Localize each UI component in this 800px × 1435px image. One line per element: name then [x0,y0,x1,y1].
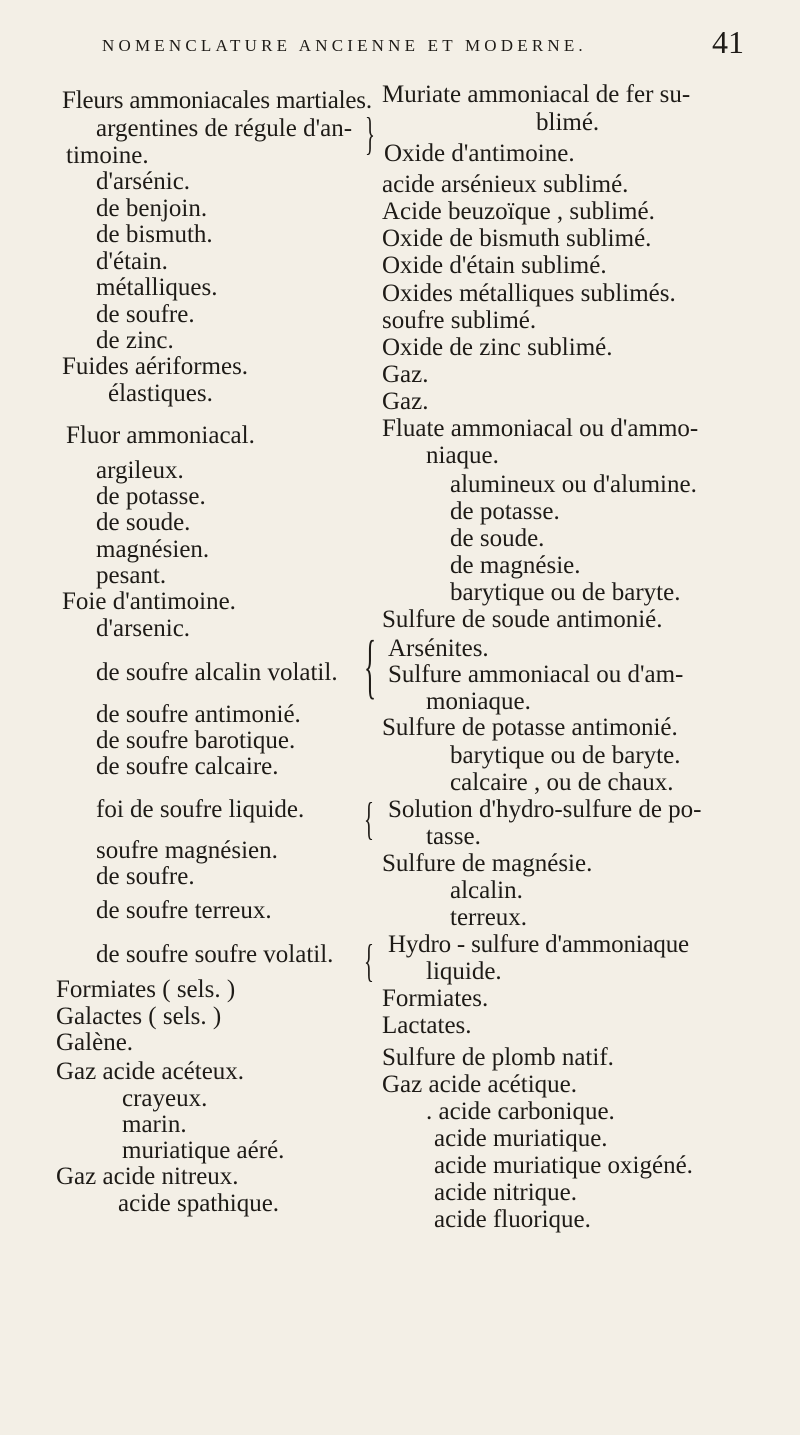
left-entry: timoine. [66,142,149,169]
left-entry: argileux. [96,457,184,484]
left-entry: de benjoin. [96,195,208,222]
right-entry: de soude. [450,525,545,552]
left-entry: de soufre. [96,301,195,328]
right-entry: Gaz. [382,388,429,415]
left-entry: de soufre calcaire. [96,753,279,780]
right-entry: Gaz. [382,361,429,388]
left-entry: d'arsénic. [96,168,191,195]
brace-sulfure-ammoniacal: { [364,626,377,706]
left-entry: crayeux. [122,1085,208,1112]
right-entry: Gaz acide acétique. [382,1071,578,1098]
left-entry: Galactes ( sels. ) [56,1003,222,1030]
right-entry: moniaque. [426,688,531,715]
right-entry: acide muriatique oxigéné. [434,1152,693,1179]
right-entry: Sulfure de soude antimonié. [382,606,663,633]
left-entry: de soude. [96,509,191,536]
left-entry: argentines de régule d'an- [96,115,353,142]
right-entry: Hydro - sulfure d'ammoniaque [388,931,689,958]
left-entry: élastiques. [108,380,213,407]
right-entry: acide nitrique. [434,1179,577,1206]
right-entry: Sulfure de plomb natif. [382,1044,614,1071]
right-entry: calcaire , ou de chaux. [450,769,674,796]
left-entry: foi de soufre liquide. [96,796,305,823]
left-entry: Galène. [56,1029,134,1056]
right-entry: Oxide de zinc sublimé. [382,334,613,361]
right-entry: Sulfure de potasse antimonié. [382,714,678,741]
right-entry: Oxides métalliques sublimés. [382,280,676,307]
right-entry: liquide. [426,958,502,985]
right-entry: Formiates. [382,985,489,1012]
right-entry: acide muriatique. [434,1125,608,1152]
left-entry: métalliques. [96,274,218,301]
right-entry: blimé. [536,109,600,136]
page-number: 41 [712,24,744,60]
right-entry: acide fluorique. [434,1206,591,1233]
right-entry: barytique ou de baryte. [450,579,681,606]
right-entry: . acide carbonique. [426,1098,615,1125]
left-entry: de soufre. [96,863,195,890]
page-header [0,22,800,72]
right-entry: Oxide d'antimoine. [384,140,575,167]
right-entry: Arsénites. [388,635,489,662]
left-entry: Formiates ( sels. ) [56,976,236,1003]
right-entry: de potasse. [450,498,560,525]
left-entry: de soufre soufre volatil. [96,941,334,968]
right-entry: Acide beuzoïque , sublimé. [382,198,655,225]
brace-solution-hydro: { [364,793,374,844]
right-entry: barytique ou de baryte. [450,742,681,769]
right-entry: Solution d'hydro-sulfure de po- [388,796,702,823]
left-entry: soufre magnésien. [96,837,278,864]
left-entry: acide spathique. [118,1190,280,1217]
left-entry: de zinc. [96,327,174,354]
left-entry: pesant. [96,562,167,589]
right-entry: soufre sublimé. [382,307,537,334]
right-entry: Sulfure de magnésie. [382,850,593,877]
left-entry: de soufre terreux. [96,897,272,924]
right-entry: Oxide de bismuth sublimé. [382,225,652,252]
left-entry: muriatique aéré. [122,1137,285,1164]
left-entry: Foie d'antimoine. [62,588,236,615]
right-entry: alcalin. [450,877,523,904]
right-entry: Oxide d'étain sublimé. [382,252,607,279]
brace-regule: } [365,108,375,159]
left-entry: Gaz acide nitreux. [56,1163,239,1190]
right-entry: Sulfure ammoniacal ou d'am- [388,661,684,688]
right-entry: Lactates. [382,1012,472,1039]
left-entry: Fluor ammoniacal. [66,422,255,449]
right-entry: alumineux ou d'alumine. [450,471,697,498]
left-entry: de soufre alcalin volatil. [96,659,338,686]
left-entry: d'arsenic. [96,615,191,642]
left-entry: magnésien. [96,536,210,563]
right-entry: Fluate ammoniacal ou d'ammo- [382,415,699,442]
running-title: NOMENCLATURE ANCIENNE ET MODERNE. [102,36,587,55]
left-entry: de soufre barotique. [96,727,296,754]
right-entry: Muriate ammoniacal de fer su- [382,81,691,108]
right-entry: tasse. [426,823,481,850]
brace-hydro-sulfure: { [364,935,374,986]
left-entry: de bismuth. [96,221,213,248]
left-entry: marin. [122,1111,187,1138]
left-entry: Gaz acide acéteux. [56,1058,245,1085]
left-entry: Fuides aériformes. [62,353,249,380]
left-entry: d'étain. [96,248,168,275]
right-entry: de magnésie. [450,552,581,579]
left-entry: de potasse. [96,483,206,510]
right-entry: acide arsénieux sublimé. [382,171,629,198]
right-entry: niaque. [426,442,499,469]
right-entry: terreux. [450,904,528,931]
left-entry: Fleurs ammoniacales martiales. [62,87,372,114]
left-entry: de soufre antimonié. [96,701,301,728]
